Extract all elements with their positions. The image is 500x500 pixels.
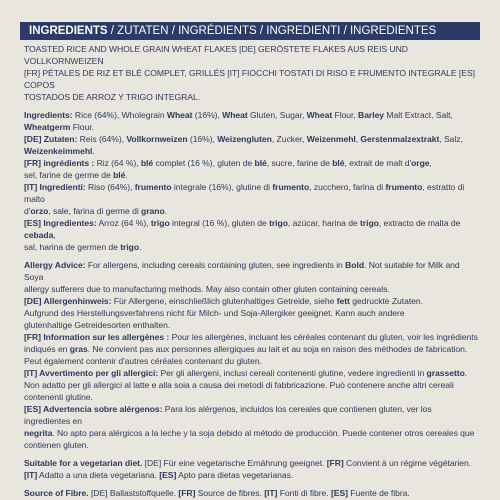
allergen: grano [141, 206, 165, 216]
emphasis: grassetto [426, 368, 465, 378]
text: (16%), [187, 134, 218, 144]
allergen: cebada [24, 230, 54, 240]
ingredients-it [24, 181, 480, 217]
product-name-line: [FR] PÉTALES DE RIZ ET BLÉ COMPLET, GRILLÉS [IT] FIOCCHI TOSTATI DI RISO E FRUMENTO INTEGRALE [ES] COPOS [24, 68, 475, 90]
allergen: Weizenmehl [306, 134, 356, 144]
text: , extracto de malta de [378, 218, 461, 228]
text: Source de fibres. [195, 488, 265, 498]
text: indiqués en [24, 344, 70, 354]
text: . [92, 146, 95, 156]
emphasis: negrita [24, 428, 53, 438]
allergen: frumento [134, 182, 172, 192]
label: [DE] Zutaten: [24, 134, 78, 144]
text: , extrait de malt d' [344, 158, 412, 168]
allergy-fr [24, 331, 480, 367]
text: [DE] Ballaststoffquelle. [88, 488, 179, 498]
label: Ingredients: [24, 110, 73, 120]
allergen: blé [113, 170, 126, 180]
text: Für Allergene, einschließlich glutenhaltiges Getreide, siehe [111, 296, 337, 306]
ingredients-fr [24, 157, 480, 181]
text: For allergens, including cereals containing gluten, see ingredients in [85, 260, 346, 270]
text: , Zucker, [271, 134, 307, 144]
allergy-de [24, 295, 480, 331]
text: (16%), [192, 110, 223, 120]
lang-tag: [IT] [24, 470, 38, 480]
label: [ES] Ingredientes: [24, 218, 97, 228]
lang-tag: [ES] [330, 488, 348, 498]
ingredients-content [24, 43, 480, 499]
label: [FR] Information sur les allergènes : [24, 332, 170, 342]
allergy-en [24, 259, 480, 295]
text: , [53, 230, 56, 240]
label: Suitable for a vegetarian diet. [24, 458, 143, 468]
text: , zucchero, farina di [309, 182, 386, 192]
text: . [125, 170, 128, 180]
fibre-info [24, 487, 480, 499]
text: Flour, [332, 110, 359, 120]
text: . [464, 368, 468, 378]
emphasis: Bold [345, 260, 365, 270]
text: Fuente de fibra. [347, 488, 410, 498]
text: sel, farine de germe de [24, 170, 114, 180]
allergen: trigo [120, 242, 140, 252]
text: Malt Extract, Salt, [384, 110, 453, 120]
allergen: frumento [272, 182, 310, 192]
text: Peut également contenir d'autres céréales contenant du gluten. [24, 356, 262, 366]
allergen: Gerstenmalzextrakt [360, 134, 440, 144]
allergen: trigo [360, 218, 379, 228]
text: Para los alérgenos, incluidos los cereales que contienen gluten, ver los ingredientes en [24, 404, 432, 426]
text: , [429, 158, 432, 168]
label: [IT] Ingredienti: [24, 182, 86, 192]
allergen: Weizenkeimmehl [24, 146, 93, 156]
text: Pour les allergènes, incluant les céréales contenant du gluten, voir les ingrédients [169, 332, 478, 342]
header-title: INGREDIENTS [29, 25, 108, 37]
label: [ES] Advertencia sobre alérgenos: [24, 404, 163, 414]
text: Adatto a una dieta vegetariana. [37, 470, 160, 480]
allergy-it [24, 367, 480, 403]
text: Reis (64%), [77, 134, 127, 144]
allergen: trigo [150, 218, 170, 228]
lang-tag: [ES] [159, 470, 177, 480]
text: , Salz, [439, 134, 463, 144]
label: [DE] Allergenhinweis: [24, 296, 112, 306]
text: . [164, 206, 167, 216]
label: Source of Fibre. [24, 488, 89, 498]
text: Flour. [70, 122, 94, 132]
text: contenenti glutine. [24, 392, 93, 402]
text: Riso (64%), [85, 182, 135, 192]
lang-tag: [IT] [264, 488, 278, 498]
allergen: blé [254, 158, 267, 168]
emphasis: fett [336, 296, 350, 306]
text: gedruckte Zutaten. [349, 296, 423, 306]
allergen: frumento [385, 182, 423, 192]
ingredients-header [20, 22, 480, 40]
text: . Not suitable for Milk and Soya [24, 260, 460, 282]
text: Arroz (64 %), [96, 218, 151, 228]
text: contienen gluten. [24, 440, 89, 450]
text: , sale, farina di germe di [48, 206, 142, 216]
ingredients-es [24, 217, 480, 253]
text: glutenhaltige Getreidesorten enthalten. [24, 320, 171, 330]
text: . [139, 242, 142, 252]
allergen: Wheatgerm [24, 122, 71, 132]
text: Aufgrund des Herstellungsverfahrens nicht für Milch- und Soja-Allergiker geeignet. Kann auch andere [24, 308, 405, 318]
ingredients-en [24, 109, 480, 133]
allergen: Vollkornweizen [126, 134, 188, 144]
allergy-es [24, 403, 480, 451]
text: . No apto para alérgicos a la leche y la soja debido al método de producción. Puede contener otros cereales que [52, 428, 475, 438]
text: , azúcar, harina de [287, 218, 360, 228]
text: Fonti di fibre. [277, 488, 331, 498]
product-name [24, 43, 480, 103]
text: . Ne convient pas aux personnes allergiques au lait et au soja en raison des méthodes de fabrication. [87, 344, 468, 354]
text: Gluten, Sugar, [247, 110, 307, 120]
allergen: blé [332, 158, 345, 168]
header-languages: / ZUTATEN / INGRÉDIENTS / INGREDIENTI / INGREDIENTES [107, 25, 437, 37]
text: allergy sufferers due to manufacturing methods. May also contain other gluten containing cereals. [24, 284, 390, 294]
text: integral (16 %), gluten de [169, 218, 270, 228]
emphasis: gras [69, 344, 88, 354]
text: , estratto di malto [24, 182, 465, 204]
vegetarian-info [24, 457, 480, 481]
text: integrale (16%), glutine di [171, 182, 273, 192]
text: Rice (64%), Wholegrain [72, 110, 167, 120]
allergen: blé [140, 158, 154, 168]
label: [FR] ingrédients : [24, 158, 95, 168]
allergen: orge [411, 158, 430, 168]
allergen: Wheat [306, 110, 333, 120]
text: Non adatto per gli allergici al latte e alla soia a causa dei metodi di fabbricazione. Può contenere anche altri cereali [24, 380, 454, 390]
text: Per gli allergeni, inclusi cereali contenenti glutine, vedere ingredienti in [158, 368, 427, 378]
product-name-line: TOASTED RICE AND WHOLE GRAIN WHEAT FLAKES [DE] GERÖSTETE FLAKES AUS REIS UND VOLLKORNWEIZEN [24, 44, 408, 66]
allergen: Wheat [222, 110, 248, 120]
lang-tag: [FR] [178, 488, 196, 498]
allergen: trigo [269, 218, 288, 228]
label: Allergy Advice: [24, 260, 86, 270]
text: sal, harina de germen de [24, 242, 121, 252]
text: , sucre, farine de [266, 158, 333, 168]
ingredients-de [24, 133, 480, 157]
text: Riz (64 %), [94, 158, 141, 168]
allergen: Weizengluten [217, 134, 272, 144]
allergen: Barley [358, 110, 385, 120]
text: complet (16 %), gluten de [153, 158, 255, 168]
text: Apto para dietas vegetarianas. [176, 470, 294, 480]
text: Convient à un régime végétarien. [343, 458, 472, 468]
text: d' [24, 206, 31, 216]
label: [IT] Avvertimento per gli allergici: [24, 368, 159, 378]
lang-tag: [FR] [326, 458, 344, 468]
allergen: Wheat [166, 110, 193, 120]
text: , [355, 134, 361, 144]
product-name-line: TOSTADOS DE ARROZ Y TRIGO INTEGRAL. [24, 92, 201, 102]
text: [DE] Für eine vegetarische Ernährung geeignet. [142, 458, 327, 468]
allergen: orzo [30, 206, 49, 216]
